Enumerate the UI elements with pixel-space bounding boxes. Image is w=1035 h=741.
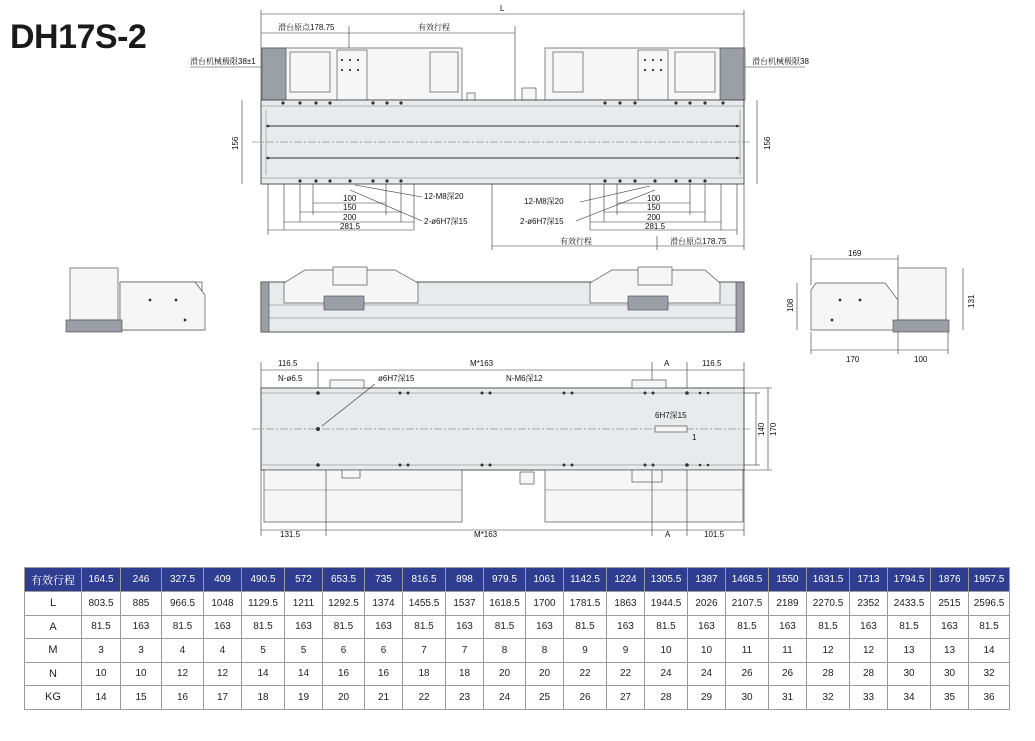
bottom-slot-label: 6H7深15 (655, 411, 687, 420)
stroke-header-cell: 979.5 (484, 568, 526, 592)
bottom-left-1165: 116.5 (278, 359, 298, 368)
bottom-h140: 140 (757, 422, 766, 436)
table-cell: 20 (484, 662, 526, 686)
dim-150-left: 150 (343, 203, 357, 212)
table-cell: 885 (121, 592, 162, 616)
dim-200-right: 200 (647, 213, 661, 222)
bottom-m163-bottom: M*163 (474, 530, 498, 539)
table-cell: 12 (850, 639, 888, 663)
slide-origin-top-label: 滑台原点178.75 (278, 23, 335, 32)
table-cell: 10 (688, 639, 726, 663)
stroke-header-cell: 1957.5 (969, 568, 1010, 592)
table-cell: 32 (969, 662, 1010, 686)
table-cell: 14 (242, 662, 285, 686)
dim-2815-left: 281.5 (340, 222, 361, 231)
table-cell: 22 (607, 662, 645, 686)
table-cell: 18 (242, 686, 285, 710)
table-cell: 9 (607, 639, 645, 663)
end-height-131: 131 (967, 294, 976, 308)
bottom-pin: ø6H7深15 (378, 374, 415, 383)
top-view (190, 4, 809, 250)
table-cell: 163 (365, 615, 403, 639)
stroke-header-cell: 164.5 (82, 568, 121, 592)
table-cell: 9 (564, 639, 607, 663)
table-cell: 10 (121, 662, 162, 686)
table-row (25, 662, 1010, 686)
table-cell: 5 (242, 639, 285, 663)
tap-left-label: 12-M8深20 (424, 192, 464, 201)
stroke-header-cell: 1061 (526, 568, 564, 592)
table-cell: 163 (446, 615, 484, 639)
table-cell: 24 (645, 662, 688, 686)
stroke-header-cell: 246 (121, 568, 162, 592)
table-cell: 28 (807, 662, 850, 686)
table-cell: 16 (365, 662, 403, 686)
stroke-header-cell: 1387 (688, 568, 726, 592)
table-cell: 32 (807, 686, 850, 710)
side-view (261, 267, 744, 332)
table-cell: 12 (204, 662, 242, 686)
stroke-header-cell: 735 (365, 568, 403, 592)
table-cell: 1537 (446, 592, 484, 616)
bottom-left-1315: 131.5 (280, 530, 301, 539)
table-cell: 1048 (204, 592, 242, 616)
overall-length-label: L (500, 4, 505, 13)
table-cell: 28 (850, 662, 888, 686)
table-cell: 1455.5 (403, 592, 446, 616)
table-body (25, 592, 1010, 710)
table-cell: 163 (121, 615, 162, 639)
table-cell: 4 (204, 639, 242, 663)
table-cell: 31 (769, 686, 807, 710)
table-cell: 20 (323, 686, 365, 710)
row-label: KG (25, 686, 82, 710)
table-header-row (25, 568, 1010, 592)
table-cell: 163 (526, 615, 564, 639)
stroke-header-cell: 1631.5 (807, 568, 850, 592)
table-cell: 23 (446, 686, 484, 710)
row-label: A (25, 615, 82, 639)
table-cell: 6 (323, 639, 365, 663)
stroke-header-cell: 898 (446, 568, 484, 592)
table-cell: 1211 (285, 592, 323, 616)
pin-left-label: 2-ø6H7深15 (424, 217, 468, 226)
stroke-header-cell: 490.5 (242, 568, 285, 592)
row-label: M (25, 639, 82, 663)
mech-limit-left-label: 滑台机械极限38±1 (190, 57, 256, 66)
table-cell: 81.5 (807, 615, 850, 639)
dim-150-right: 150 (647, 203, 661, 212)
table-cell: 26 (726, 662, 769, 686)
row-label: L (25, 592, 82, 616)
table-cell: 2107.5 (726, 592, 769, 616)
stroke-header-cell: 572 (285, 568, 323, 592)
bottom-h170: 170 (769, 422, 778, 436)
table-cell: 7 (403, 639, 446, 663)
table-cell: 21 (365, 686, 403, 710)
dim-100-left: 100 (343, 194, 357, 203)
table-cell: 81.5 (645, 615, 688, 639)
table-row (25, 615, 1010, 639)
stroke-header-cell: 1550 (769, 568, 807, 592)
table-cell: 163 (607, 615, 645, 639)
table-cell: 22 (564, 662, 607, 686)
dim-100-right: 100 (647, 194, 661, 203)
table-cell: 10 (82, 662, 121, 686)
slide-origin-bottom-label: 滑台原点178.75 (670, 237, 727, 246)
table-cell: 36 (969, 686, 1010, 710)
table-cell: 11 (769, 639, 807, 663)
table-cell: 2352 (850, 592, 888, 616)
table-cell: 1781.5 (564, 592, 607, 616)
table-cell: 81.5 (564, 615, 607, 639)
table-cell: 18 (446, 662, 484, 686)
model-title: DH17S-2 (10, 18, 147, 56)
end-width-170: 170 (846, 355, 860, 364)
bottom-n-hole: N-ø6.5 (278, 374, 303, 383)
table-cell: 163 (285, 615, 323, 639)
table-cell: 81.5 (323, 615, 365, 639)
stroke-top-label: 有效行程 (418, 23, 450, 32)
table-cell: 2026 (688, 592, 726, 616)
table-cell: 1374 (365, 592, 403, 616)
table-cell: 12 (807, 639, 850, 663)
table-cell: 2596.5 (969, 592, 1010, 616)
table-cell: 163 (688, 615, 726, 639)
table-cell: 24 (688, 662, 726, 686)
bottom-right-1015: 101.5 (704, 530, 725, 539)
table-cell: 28 (645, 686, 688, 710)
bottom-m163-top: M*163 (470, 359, 494, 368)
end-view-left (66, 268, 205, 332)
table-cell: 1944.5 (645, 592, 688, 616)
bottom-a-bottom: A (665, 530, 671, 539)
stroke-header-cell: 1468.5 (726, 568, 769, 592)
table-cell: 35 (931, 686, 969, 710)
table-cell: 17 (204, 686, 242, 710)
table-row (25, 686, 1010, 710)
table-cell: 33 (850, 686, 888, 710)
table-cell: 2270.5 (807, 592, 850, 616)
stroke-header-cell: 327.5 (162, 568, 204, 592)
table-cell: 1129.5 (242, 592, 285, 616)
table-cell: 10 (645, 639, 688, 663)
table-cell: 14 (82, 686, 121, 710)
table-cell: 15 (121, 686, 162, 710)
table-cell: 29 (688, 686, 726, 710)
stroke-header-cell: 1305.5 (645, 568, 688, 592)
stroke-header-cell: 1713 (850, 568, 888, 592)
table-cell: 81.5 (726, 615, 769, 639)
stroke-header-cell: 1876 (931, 568, 969, 592)
table-cell: 1292.5 (323, 592, 365, 616)
table-cell: 19 (285, 686, 323, 710)
dim-2815-right: 281.5 (645, 222, 666, 231)
table-cell: 25 (526, 686, 564, 710)
table-cell: 6 (365, 639, 403, 663)
header-label: 有效行程 (25, 568, 82, 592)
table-row (25, 592, 1010, 616)
table-cell: 18 (403, 662, 446, 686)
table-cell: 81.5 (969, 615, 1010, 639)
table-cell: 8 (526, 639, 564, 663)
table-cell: 2189 (769, 592, 807, 616)
dim-200-left: 200 (343, 213, 357, 222)
tap-right-label: 12-M8深20 (524, 197, 564, 206)
table-cell: 1863 (607, 592, 645, 616)
mech-limit-right-label: 滑台机械极限38 (752, 57, 809, 66)
end-view-right (786, 249, 976, 364)
bottom-right-1165: 116.5 (702, 359, 722, 368)
stroke-header-cell: 1224 (607, 568, 645, 592)
table-cell: 163 (204, 615, 242, 639)
row-label: N (25, 662, 82, 686)
table-cell: 2515 (931, 592, 969, 616)
table-cell: 14 (969, 639, 1010, 663)
table-cell: 13 (931, 639, 969, 663)
stroke-header-cell: 816.5 (403, 568, 446, 592)
table-cell: 8 (484, 639, 526, 663)
table-cell: 30 (888, 662, 931, 686)
table-cell: 16 (162, 686, 204, 710)
table-cell: 81.5 (242, 615, 285, 639)
table-row (25, 639, 1010, 663)
bottom-view (252, 359, 778, 539)
table-cell: 81.5 (403, 615, 446, 639)
table-cell: 81.5 (162, 615, 204, 639)
table-cell: 13 (888, 639, 931, 663)
stroke-header-cell: 409 (204, 568, 242, 592)
height-156-left-label: 156 (231, 136, 240, 150)
bottom-n-tap: N-M6深12 (506, 374, 543, 383)
bottom-a-top: A (664, 359, 670, 368)
table-cell: 966.5 (162, 592, 204, 616)
table-cell: 2433.5 (888, 592, 931, 616)
table-cell: 3 (82, 639, 121, 663)
table-cell: 34 (888, 686, 931, 710)
bottom-slot-1: 1 (692, 433, 697, 442)
height-156-right-label: 156 (763, 136, 772, 150)
table-cell: 14 (285, 662, 323, 686)
stroke-header-cell: 1794.5 (888, 568, 931, 592)
table-cell: 81.5 (484, 615, 526, 639)
table-cell: 4 (162, 639, 204, 663)
end-width-100: 100 (914, 355, 928, 364)
table-cell: 30 (931, 662, 969, 686)
table-cell: 81.5 (82, 615, 121, 639)
end-height-108: 108 (786, 298, 795, 312)
stroke-header-cell: 1142.5 (564, 568, 607, 592)
table-cell: 163 (850, 615, 888, 639)
table-cell: 81.5 (888, 615, 931, 639)
table-cell: 163 (931, 615, 969, 639)
table-cell: 5 (285, 639, 323, 663)
end-width-169: 169 (848, 249, 862, 258)
table-cell: 803.5 (82, 592, 121, 616)
table-cell: 7 (446, 639, 484, 663)
table-cell: 24 (484, 686, 526, 710)
table-cell: 27 (607, 686, 645, 710)
stroke-header-cell: 653.5 (323, 568, 365, 592)
table-cell: 20 (526, 662, 564, 686)
table-cell: 1700 (526, 592, 564, 616)
table-cell: 12 (162, 662, 204, 686)
stroke-bottom-label: 有效行程 (560, 237, 592, 246)
spec-table (24, 567, 1010, 710)
table-cell: 30 (726, 686, 769, 710)
pin-right-label: 2-ø6H7深15 (520, 217, 564, 226)
table-cell: 163 (769, 615, 807, 639)
table-cell: 3 (121, 639, 162, 663)
table-cell: 26 (769, 662, 807, 686)
table-cell: 16 (323, 662, 365, 686)
table-cell: 11 (726, 639, 769, 663)
table-cell: 26 (564, 686, 607, 710)
table-cell: 1618.5 (484, 592, 526, 616)
table-cell: 22 (403, 686, 446, 710)
